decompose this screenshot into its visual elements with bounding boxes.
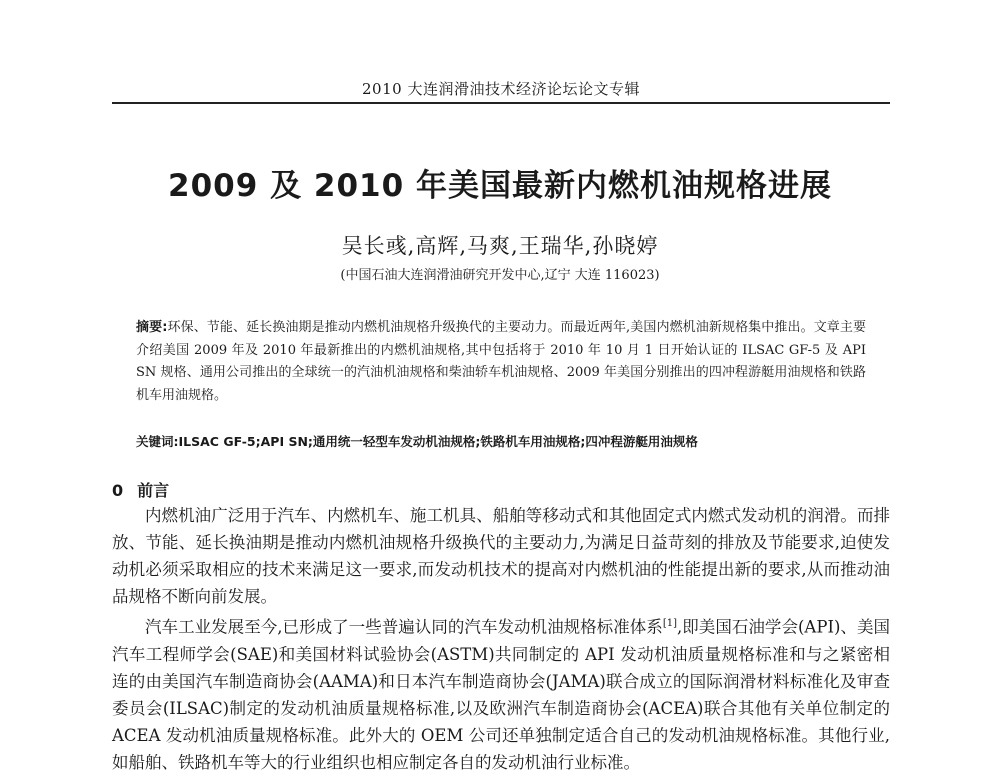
keywords-label: 关键词: [136,434,179,449]
author-list: 吴长彧,高辉,马爽,王瑞华,孙晓婷 [341,234,659,258]
header-rule [112,102,890,104]
section-heading [112,478,169,501]
abstract [136,317,866,407]
keywords-text: ILSAC GF-5;API SN;通用统一轻型车发动机油规格;铁路机车用油规格;四冲程游艇用油规格 [178,434,698,449]
body-text [112,502,890,776]
paragraph-2-text-b: ,即美国石油学会(API)、美国汽车工程师学会(SAE)和美国材料试验协会(ASTM)共同制定的 API 发动机油质量规格标准和与之紧密相连的由美国汽车制造商协会(AAMA)和日本汽车制造商协会(JAMA)联合成立的国际润滑材料标准化及审查委员会(ILSAC)制定的发动机油质量规格标准,以及欧洲汽车制造商协会(ACEA)联合其他有关单位制定的 ACEA 发动机油质量规格标准。此外大的 OEM 公司还单独制定适合自己的发动机油规格标准。其他行业,如船舶、铁路机车等大的行业组织也相应制定各自的发动机油行业标准。 [112,617,891,772]
keywords [136,432,866,450]
running-header: 2010 大连润滑油技术经济论坛论文专辑 [362,80,640,98]
abstract-label: 摘要: [136,320,168,335]
section-number: 0 [112,481,124,500]
paragraph-2-text-a: 汽车工业发展至今,已形成了一些普遍认同的汽车发动机油规格标准体系 [145,617,663,637]
citation-ref: [1] [662,618,677,629]
abstract-text: 环保、节能、延长换油期是推动内燃机油规格升级换代的主要动力。而最近两年,美国内燃机油新规格集中推出。文章主要介绍美国 2009 年及 2010 年最新推出的内燃机油规格,其中包括将于 2010 年 10 月 1 日开始认证的 ILSAC GF-5 及 API SN 规格、通用公司推出的全球统一的汽油机油规格和柴油轿车机油规格、2009 年美国分别推出的四冲程游艇用油规格和铁路机车用油规格。 [136,320,866,403]
affiliation: (中国石油大连润滑油研究开发中心,辽宁 大连 116023) [340,268,660,283]
section-title: 前言 [137,481,170,500]
paper-title: 2009 及 2010 年美国最新内燃机油规格进展 [168,168,832,204]
paragraph-2 [112,610,890,776]
paragraph-1: 内燃机油广泛用于汽车、内燃机车、施工机具、船舶等移动式和其他固定式内燃式发动机的润滑。而排放、节能、延长换油期是推动内燃机油规格升级换代的主要动力,为满足日益苛刻的排放及节能要求,迫使发动机必须采取相应的技术来满足这一要求,而发动机技术的提高对内燃机油的性能提出新的要求,从而推动油品规格不断向前发展。 [112,506,890,606]
